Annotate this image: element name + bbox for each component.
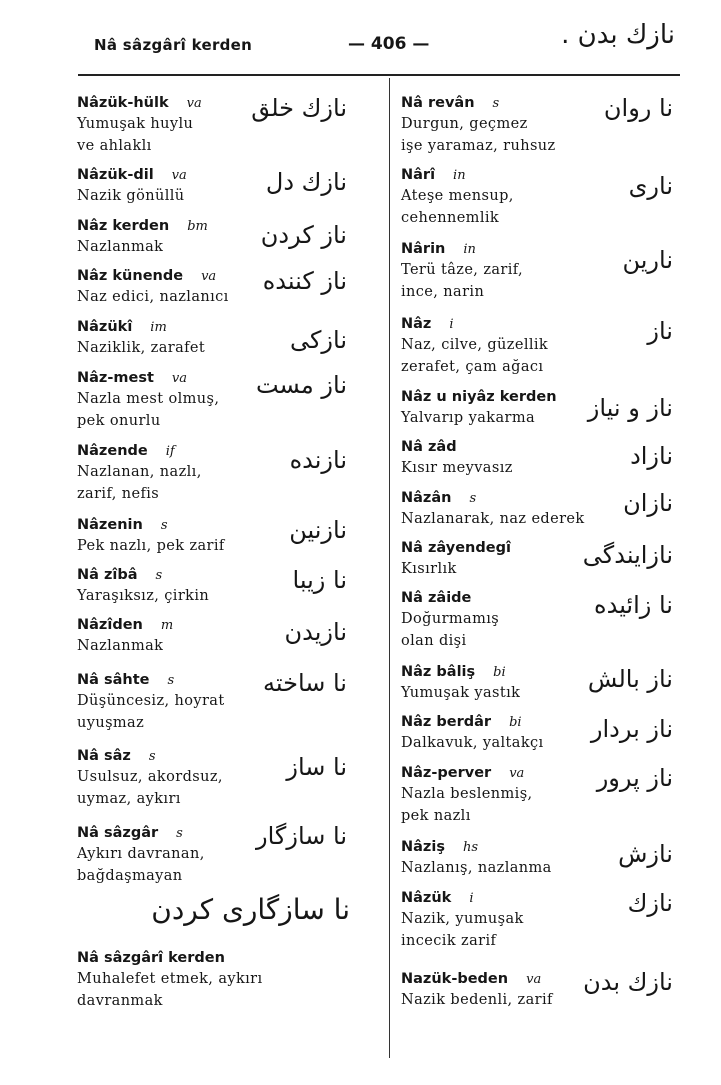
dictionary-entry [77, 744, 355, 810]
dictionary-entry [77, 613, 355, 657]
headword: Nâzîden [77, 617, 143, 633]
dictionary-entry [77, 563, 355, 607]
running-header-title: Nâ sâzgârî kerden [94, 36, 253, 54]
definition-line: Yaraşıksız, çirkin [77, 588, 210, 604]
definition-line: Aykırı davranan, [77, 846, 205, 862]
definition-line: pek nazlı [401, 808, 471, 824]
headword: Nâzükî [77, 319, 133, 335]
word-type: s [160, 518, 168, 533]
definition-line: zerafet, çam ağacı [401, 359, 544, 375]
arabic-headword: نا سازگار [256, 822, 347, 850]
arabic-headword: ناز مست [255, 371, 347, 399]
arabic-headword: نازنده [289, 446, 347, 474]
dictionary-entry [401, 91, 677, 157]
arabic-headword: نا زائيده [594, 591, 673, 619]
dictionary-entry [401, 660, 677, 704]
headword: Nâzân [401, 490, 452, 506]
definition-line: Ateşe mensup, [401, 188, 514, 204]
definition-line: Durgun, geçmez [401, 116, 528, 132]
arabic-headword: ناز كننده [262, 267, 347, 295]
definition-line: işe yaramaz, ruhsuz [401, 138, 556, 154]
headword: Nâzük [401, 890, 452, 906]
definition-line: uyuşmaz [77, 715, 145, 731]
dictionary-entry [77, 513, 355, 557]
headword: Nâz künende [77, 268, 184, 284]
headword: Nâz [401, 316, 432, 332]
definition-line: incecik zarif [401, 933, 497, 949]
column-divider [389, 78, 390, 1058]
headword: Nâzük-hülk [77, 95, 169, 111]
headword: Nâz bâliş [401, 664, 476, 680]
dictionary-entry [401, 237, 677, 303]
definition-line: Nazla mest olmuş, [77, 391, 220, 407]
dictionary-entry [401, 536, 677, 580]
headword: Nâz-perver [401, 765, 492, 781]
arabic-headword: نازكى [289, 326, 347, 354]
header-rule [78, 74, 680, 76]
arabic-headword: نازك دل [265, 168, 347, 196]
definition-line: Nazik, yumuşak [401, 911, 524, 927]
dictionary-entry [401, 835, 677, 879]
dictionary-entry [401, 163, 677, 229]
word-type: bm [187, 219, 208, 234]
word-type: bi [493, 665, 506, 680]
word-type: i [449, 317, 454, 332]
definition-line: uymaz, aykırı [77, 791, 181, 807]
definition-line: olan dişi [401, 633, 467, 649]
arabic-headword: نارين [622, 246, 673, 274]
dictionary-entry [401, 886, 677, 952]
arabic-headword: نازيدن [284, 618, 347, 646]
definition-line: cehennemlik [401, 210, 500, 226]
headword: Nâz berdâr [401, 714, 492, 730]
headword: Nâz-mest [77, 370, 154, 386]
word-type: va [201, 269, 217, 284]
definition-line: Nazlanmak [77, 239, 164, 255]
arabic-headword: نازنين [289, 516, 347, 544]
word-type: m [160, 618, 174, 633]
arabic-headword: نا ساز [286, 753, 347, 781]
headword: Nâ sâz [77, 748, 131, 764]
dictionary-entry [77, 315, 355, 359]
definition-line: Nazik gönüllü [77, 188, 185, 204]
headword: Nâ sâzgârî kerden [77, 950, 225, 966]
headword: Nâz kerden [77, 218, 170, 234]
arabic-headword: نازك خلق [251, 94, 347, 122]
definition-line: Naz edici, nazlanıcı [77, 289, 229, 305]
dictionary-entry [401, 586, 677, 652]
word-type: bi [509, 715, 522, 730]
headword: Nâ sâzgâr [77, 825, 159, 841]
word-type: in [453, 168, 466, 183]
definition-line: ince, narin [401, 284, 485, 300]
arabic-headword: نا زيبا [292, 566, 347, 594]
running-header-arabic: نازك بدن . [561, 20, 675, 50]
word-type: s [469, 491, 477, 506]
dictionary-entry [401, 486, 677, 530]
page-number: — 406 — [348, 34, 430, 54]
definition-line: Terü tâze, zarif, [401, 262, 524, 278]
definition-line: Düşüncesiz, hoyrat [77, 693, 225, 709]
arabic-headword: نا ساخته [263, 669, 347, 697]
headword: Nâzende [77, 443, 148, 459]
word-type: s [176, 826, 183, 841]
definition-line: Nazlanarak, naz ederek [401, 511, 585, 527]
headword: Nâ zâyendegî [401, 540, 511, 556]
definition-line: Naz, cilve, güzellik [401, 337, 549, 353]
definition-line: Yumuşak huylu [77, 116, 194, 132]
definition-line: zarif, nefis [77, 486, 160, 502]
definition-line: Nazik bedenli, zarif [401, 992, 553, 1008]
arabic-headword: نازايندگى [582, 541, 673, 569]
arabic-headword: نازك بدن [583, 968, 673, 996]
definition-line: Dalkavuk, yaltakçı [401, 735, 544, 751]
dictionary-entry [77, 163, 355, 207]
word-type: va [186, 96, 202, 111]
dictionary-entry [77, 366, 355, 432]
definition-line: Doğurmamış [401, 611, 500, 627]
dictionary-entry [77, 668, 355, 734]
definition-line: ve ahlaklı [77, 138, 152, 154]
dictionary-entry [77, 264, 355, 308]
arabic-headword: ناز بردار [590, 715, 673, 743]
definition-line: Nazla beslenmiş, [401, 786, 533, 802]
word-type: va [171, 168, 187, 183]
word-type: s [492, 96, 500, 111]
arabic-headword: نازان [623, 489, 673, 517]
headword: Nârî [401, 167, 436, 183]
word-type: im [150, 320, 167, 335]
arabic-headword: ناز [647, 317, 673, 345]
arabic-headword: ناز كردن [260, 221, 347, 249]
dictionary-entry [401, 761, 677, 827]
word-type: s [148, 749, 156, 764]
definition-line: Naziklik, zarafet [77, 340, 206, 356]
headword: Nâzenin [77, 517, 143, 533]
definition-line: Usulsuz, akordsuz, [77, 769, 223, 785]
definition-line: davranmak [77, 993, 163, 1009]
headword: Nâz u niyâz kerden [401, 389, 557, 405]
dictionary-entry [77, 821, 355, 887]
word-type: hs [462, 840, 479, 855]
word-type: va [509, 766, 525, 781]
dictionary-entry [77, 214, 355, 258]
definition-line: Kısır meyvasız [401, 460, 513, 476]
headword: Nârin [401, 241, 446, 257]
dictionary-entry [77, 946, 355, 1012]
arabic-headword: نازك [627, 889, 673, 917]
headword: Nâ zîbâ [77, 567, 138, 583]
word-type: if [165, 444, 175, 459]
arabic-headword: نازش [618, 840, 673, 868]
arabic-headword: نارى [628, 172, 673, 200]
arabic-headword: ناز بالش [587, 665, 673, 693]
arabic-headword: نا روان [603, 94, 673, 122]
dictionary-entry [401, 385, 677, 429]
dictionary-entry [77, 91, 355, 157]
headword: Nâ sâhte [77, 672, 150, 688]
word-type: i [469, 891, 474, 906]
word-type: va [171, 371, 187, 386]
dictionary-entry [401, 710, 677, 754]
arabic-headword: نازاد [630, 442, 673, 470]
word-type: s [167, 673, 175, 688]
definition-line: Nazlanmak [77, 638, 164, 654]
definition-line: Pek nazlı, pek zarif [77, 538, 225, 554]
headword: Nâzük-dil [77, 167, 154, 183]
arabic-headword: نا سازگارى كردن [151, 893, 350, 926]
definition-line: Yumuşak yastık [401, 685, 521, 701]
dictionary-entry [401, 312, 677, 378]
definition-line: bağdaşmayan [77, 868, 183, 884]
arabic-headword: ناز و نياز [587, 394, 673, 422]
dictionary-entry [77, 439, 355, 505]
arabic-headword: ناز پرور [596, 764, 673, 792]
headword: Nâ zâd [401, 439, 457, 455]
headword: Nazük-beden [401, 971, 509, 987]
headword: Nâziş [401, 839, 445, 855]
headword: Nâ zâide [401, 590, 472, 606]
definition-line: Nazlanan, nazlı, [77, 464, 202, 480]
word-type: in [463, 242, 476, 257]
dictionary-entry [401, 435, 677, 479]
dictionary-entry [401, 967, 677, 1011]
headword: Nâ revân [401, 95, 475, 111]
word-type: va [526, 972, 542, 987]
definition-line: Yalvarıp yakarma [401, 410, 536, 426]
definition-line: pek onurlu [77, 413, 161, 429]
word-type: s [155, 568, 163, 583]
definition-line: Kısırlık [401, 561, 457, 577]
definition-line: Muhalefet etmek, aykırı [77, 971, 263, 987]
definition-line: Nazlanış, nazlanma [401, 860, 552, 876]
